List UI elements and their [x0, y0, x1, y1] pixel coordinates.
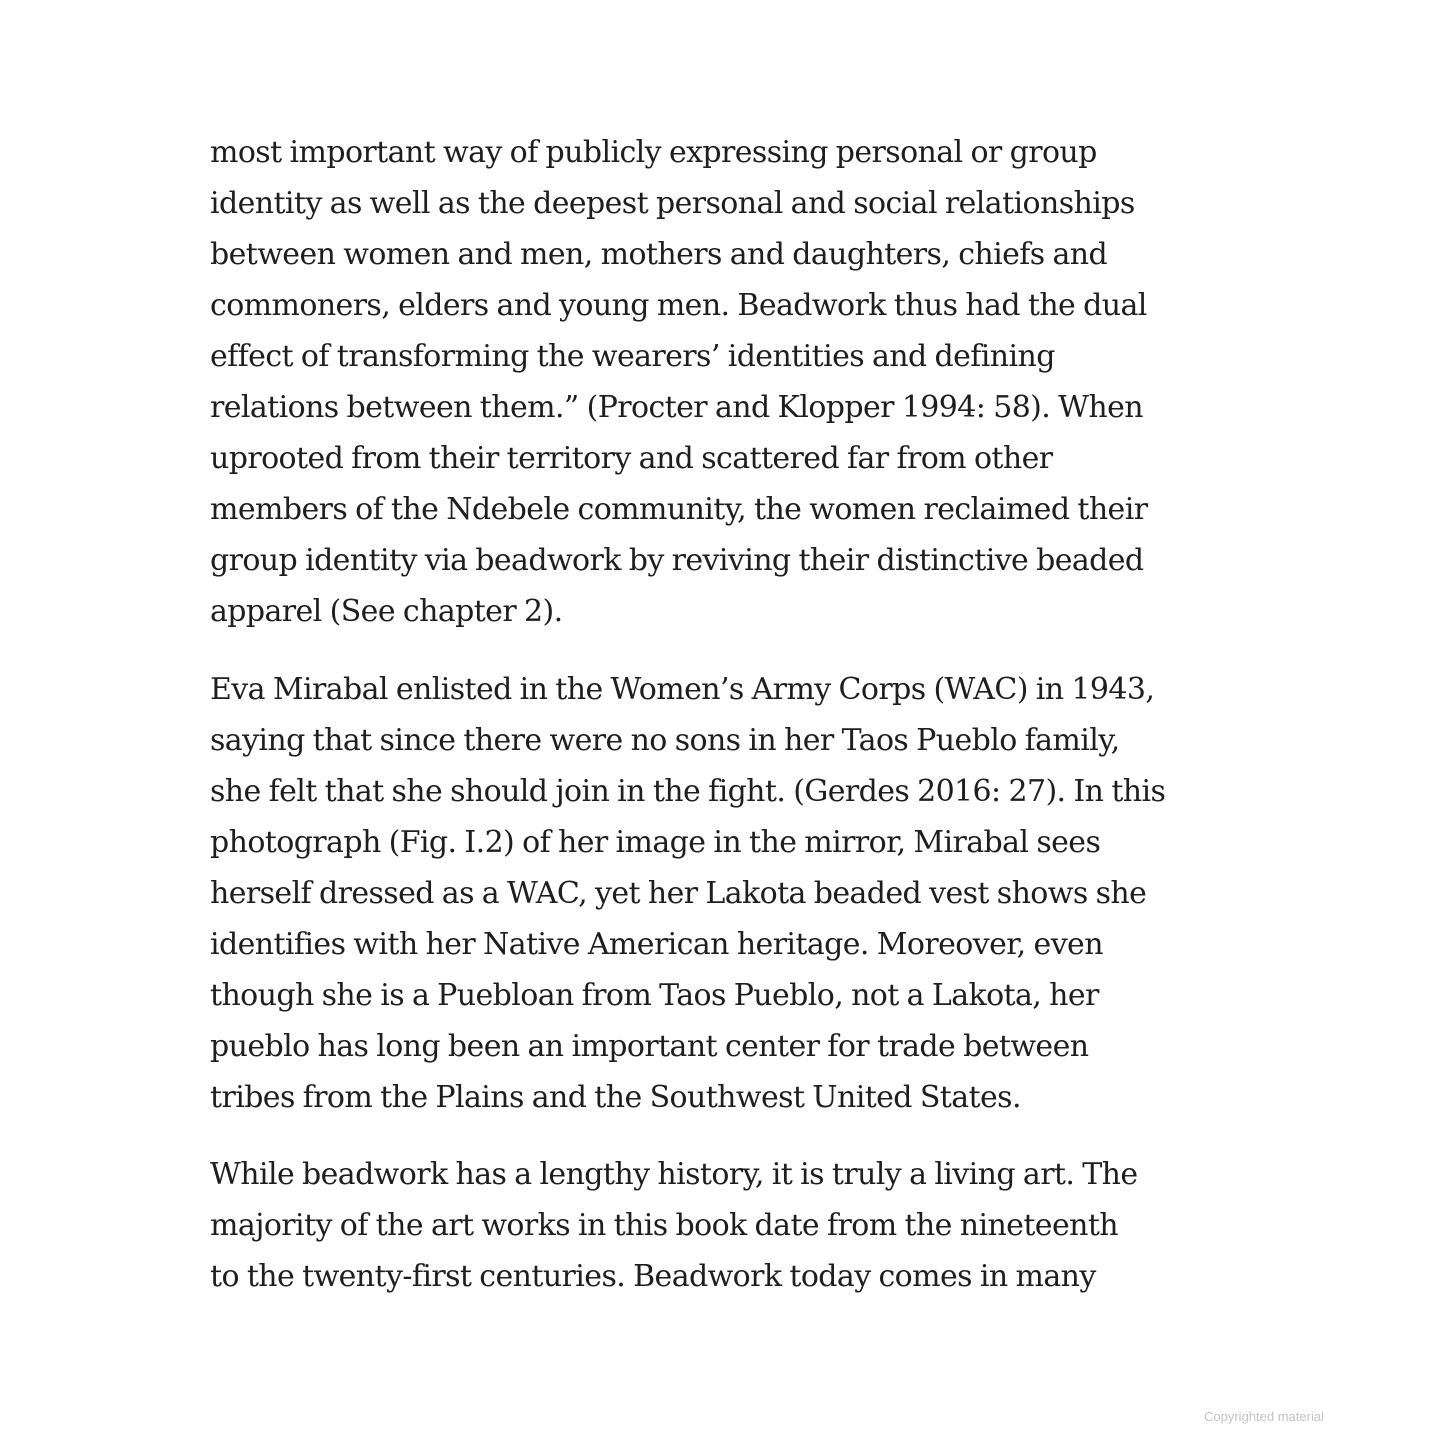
text-line: to the twenty-first centuries. Beadwork today comes in many — [210, 1259, 1096, 1294]
text-line: tribes from the Plains and the Southwest United States. — [210, 1080, 1021, 1115]
text-line: identifies with her Native American heritage. Moreover, even — [210, 927, 1103, 962]
text-line: apparel (See chapter 2). — [210, 594, 563, 629]
text-line: While beadwork has a lengthy history, it is truly a living art. The — [210, 1157, 1138, 1192]
text-line: between women and men, mothers and daughters, chiefs and — [210, 237, 1108, 272]
paragraph-3 — [210, 1149, 1270, 1302]
text-line: identity as well as the deepest personal and social relationships — [210, 186, 1135, 221]
text-line: commoners, elders and young men. Beadwork thus had the dual — [210, 288, 1147, 323]
text-line: though she is a Puebloan from Taos Pueblo, not a Lakota, her — [210, 978, 1099, 1013]
text-line: herself dressed as a WAC, yet her Lakota beaded vest shows she — [210, 876, 1147, 911]
text-line: relations between them.” (Procter and Klopper 1994: 58). When — [210, 390, 1143, 425]
text-line: uprooted from their territory and scattered far from other — [210, 441, 1053, 476]
copyright-watermark: Copyrighted material — [1204, 1409, 1324, 1424]
text-line: effect of transforming the wearers’ identities and defining — [210, 339, 1055, 374]
text-line: saying that since there were no sons in her Taos Pueblo family, — [210, 723, 1120, 758]
text-line: Eva Mirabal enlisted in the Women’s Army Corps (WAC) in 1943, — [210, 672, 1155, 707]
text-line: most important way of publicly expressing personal or group — [210, 135, 1097, 170]
text-line: majority of the art works in this book date from the nineteenth — [210, 1208, 1118, 1243]
paragraph-1 — [210, 127, 1270, 637]
text-line: group identity via beadwork by reviving their distinctive beaded — [210, 543, 1144, 578]
text-line: pueblo has long been an important center for trade between — [210, 1029, 1089, 1064]
text-line: members of the Ndebele community, the women reclaimed their — [210, 492, 1148, 527]
paragraph-2 — [210, 664, 1270, 1123]
text-line: she felt that she should join in the fight. (Gerdes 2016: 27). In this — [210, 774, 1166, 809]
text-line: photograph (Fig. I.2) of her image in the mirror, Mirabal sees — [210, 825, 1101, 860]
